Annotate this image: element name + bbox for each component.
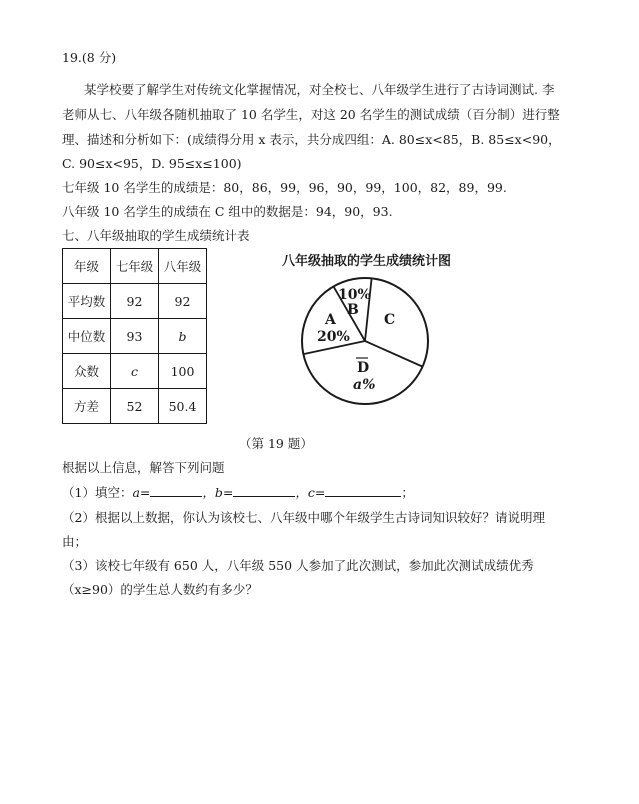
table-cell: 92 (111, 284, 159, 319)
slice-boundary-3 (365, 341, 423, 367)
slice-value-b: 10% (338, 287, 371, 303)
intro-line-3: 理、描述和分析如下：(成绩得分用 x 表示，共分成四组：A. 80≤x<85，B. 85≤x<90， (62, 132, 561, 147)
task-1-prefix: （1）填空： (62, 485, 133, 500)
task-1-end: ； (401, 485, 414, 500)
header-cell: 七年级 (111, 249, 159, 284)
table-header-row (63, 249, 207, 284)
intro-line-2: 老师从七、八年级各随机抽取了 10 名学生，对这 20 名学生的测试成绩（百分制）进行整 (62, 107, 560, 122)
table-cell: 93 (111, 319, 159, 354)
table-cell: b (159, 319, 207, 354)
table-row (63, 284, 207, 319)
intro-line-4: C. 90≤x<95，D. 95≤x≤100) (62, 156, 242, 171)
table-row (63, 319, 207, 354)
task-2-line-2: 由； (62, 534, 88, 549)
slice-label-d: D (357, 360, 370, 376)
question-score: (8 分) (81, 50, 117, 65)
answer-b-label: ，b= (202, 485, 234, 500)
table-cell: c (111, 354, 159, 389)
slice-value-d: a% (353, 377, 376, 393)
answer-a-label: a= (132, 485, 151, 500)
table-cell: 100 (159, 354, 207, 389)
slice-label-a: A (325, 312, 336, 328)
slice-label-b: B (347, 302, 359, 318)
chart-title: 八年级抽取的学生成绩统计图 (282, 254, 452, 269)
table-cell: 52 (111, 389, 159, 424)
answer-c-blank[interactable] (325, 484, 401, 497)
grade8-c-scores: 八年级 10 名学生的成绩在 C 组中的数据是：94，90，93. (62, 204, 393, 219)
grade7-scores: 七年级 10 名学生的成绩是：80，86，99，96，90，99，100，82，89，99. (62, 180, 507, 195)
slice-value-a: 20% (317, 329, 350, 345)
row-label: 方差 (63, 389, 111, 424)
row-label: 中位数 (63, 319, 111, 354)
task-3-line-1: （3）该校七年级有 650 人，八年级 550 人参加了此次测试，参加此次测试成绩优秀 (62, 558, 534, 573)
task-1 (62, 484, 414, 501)
slice-label-c: C (384, 312, 396, 328)
header-cell: 年级 (63, 249, 111, 284)
task-2-line-1: （2）根据以上数据，你认为该校七、八年级中哪个年级学生古诗词知识较好？请说明理 (62, 510, 545, 525)
row-label: 平均数 (63, 284, 111, 319)
figure-caption: （第 19 题） (239, 436, 313, 451)
stats-table (62, 248, 207, 424)
question-number: 19. (62, 50, 82, 65)
table-title: 七、八年级抽取的学生成绩统计表 (62, 228, 250, 243)
header-cell: 八年级 (159, 249, 207, 284)
answer-b-blank[interactable] (233, 484, 295, 497)
table-cell: 92 (159, 284, 207, 319)
answer-c-label: ，c= (295, 485, 326, 500)
table-row (63, 389, 207, 424)
answer-a-blank[interactable] (150, 484, 202, 497)
tasks-intro: 根据以上信息，解答下列问题 (62, 460, 225, 475)
table-row (63, 354, 207, 389)
row-label: 众数 (63, 354, 111, 389)
table-cell: 50.4 (159, 389, 207, 424)
pie-chart (290, 266, 440, 416)
question-header (62, 50, 116, 66)
task-3-line-2: （x≥90）的学生总人数约有多少？ (62, 582, 258, 597)
intro-line-1: 某学校要了解学生对传统文化掌握情况，对全校七、八年级学生进行了古诗词测试. 李 (84, 82, 555, 97)
